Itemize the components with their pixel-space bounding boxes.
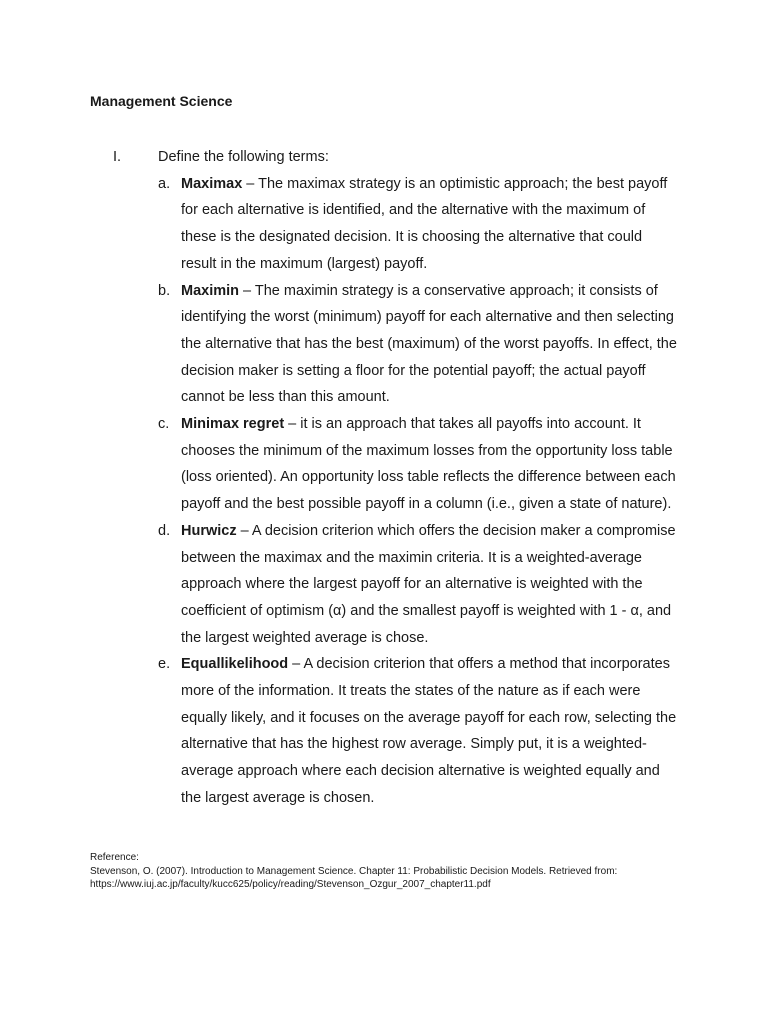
section-intro: Define the following terms:: [158, 149, 329, 165]
item-letter: e.: [158, 656, 171, 673]
term-maximin: Maximin: [181, 282, 240, 299]
definition-equallikelihood: – A decision criterion that offers a method that incorporates more of the information. It treats the states of the nature as if each were equally likely, and it focuses on the average payoff for each row, selecting the alternative that has the highest row average. Simply put, it is a weighted-average approach where each decision alternative is weighted equally and the largest average is chosen.: [181, 656, 677, 806]
reference-label: Reference:: [90, 852, 139, 863]
item-letter: d.: [158, 522, 171, 539]
term-equallikelihood: Equallikelihood: [181, 656, 289, 673]
reference-block: [90, 851, 690, 892]
definition-list: [0, 171, 768, 812]
item-letter: c.: [158, 416, 170, 433]
term-hurwicz: Hurwicz: [181, 522, 237, 539]
definition-item-maximin: [0, 278, 768, 412]
definition-item-minimax-regret: [0, 411, 768, 518]
item-letter: a.: [158, 175, 171, 192]
section-numeral: I.: [113, 149, 122, 165]
document-title: Management Science: [90, 93, 233, 109]
definition-hurwicz: – A decision criterion which offers the decision maker a compromise between the maximax and the maximin criteria. It is a weighted-average approach where the largest payoff for an alternative is weighted with the coefficient of optimism (α) and the smallest payoff is weighted with 1 - α, and the largest weighted average is chose.: [181, 522, 676, 646]
reference-citation: Stevenson, O. (2007). Introduction to Management Science. Chapter 11: Probabilistic Decision Models. Retrieved from: https://www.iuj.ac.jp/faculty/kucc625/policy/reading/Stevenson_Ozgur_2007_chapter11.pdf: [90, 865, 618, 890]
definition-maximin: – The maximin strategy is a conservative approach; it consists of identifying the worst (minimum) payoff for each alternative and then selecting the alternative that has the best (maximum) of the worst payoffs. In effect, the decision maker is setting a floor for the potential payoff; the actual payoff cannot be less than this amount.: [181, 282, 677, 406]
definition-item-maximax: [0, 171, 768, 278]
definition-maximax: – The maximax strategy is an optimistic approach; the best payoff for each alternative is identified, and the alternative with the maximum of these is the designated decision. It is choosing the alternative that could result in the maximum (largest) payoff.: [181, 175, 668, 272]
item-letter: b.: [158, 282, 171, 299]
definition-item-hurwicz: [0, 518, 768, 652]
definition-minimax-regret: – it is an approach that takes all payoffs into account. It chooses the minimum of the maximum losses from the opportunity loss table (loss oriented). An opportunity loss table reflects the difference between each payoff and the best possible payoff in a column (i.e., given a state of nature).: [181, 416, 676, 513]
definition-item-equallikelihood: [0, 651, 768, 811]
term-maximax: Maximax: [181, 175, 243, 192]
term-minimax-regret: Minimax regret: [181, 416, 285, 433]
